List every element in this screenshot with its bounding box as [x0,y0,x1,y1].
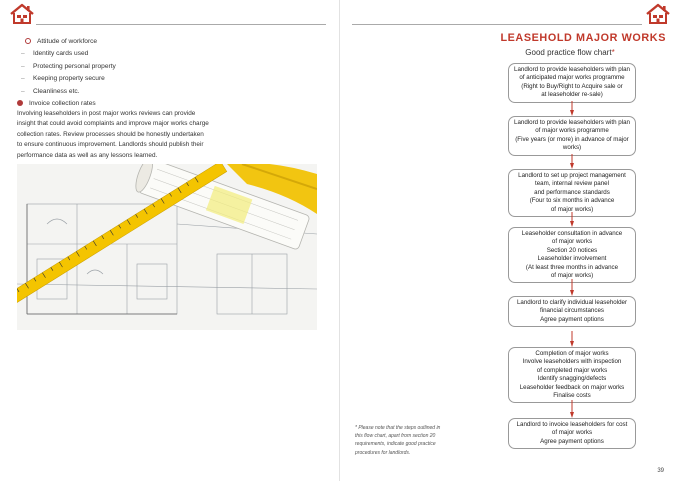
circle-bullet-icon [25,38,31,44]
page-title: LEASEHOLD MAJOR WORKS [500,32,666,44]
flow-arrow-icon [570,154,574,169]
dot-bullet-icon [17,100,23,106]
paragraph-line: Involving leaseholders in post major works reviews can provide [17,110,196,117]
flow-chart [340,0,680,481]
flow-step: Landlord to invoice leaseholders for cost of major works Agree payment options [508,418,636,449]
paragraph-line: collection rates. Review processes should be honestly undertaken [17,130,204,138]
flowchart-subtitle: Good practice flow chart* [525,48,615,57]
list-item: – Identity cards used [17,48,317,60]
list-item: – Protecting personal property [17,61,317,73]
flow-arrow-icon [570,400,574,418]
paragraph-line: performance data as well as any lessons learned. [17,151,158,159]
flow-step: Landlord to set up project management team, internal review panel and performance standards (Four to six months in advance of major works) [508,169,636,217]
list-item: – Keeping property secure [17,73,317,85]
flow-arrow-icon [570,279,574,296]
list-item: – Cleanliness etc. [17,86,317,98]
header-rule [36,24,326,25]
flow-step: Landlord to provide leaseholders with plan of anticipated major works programme (Right to Buy/Right to Acquire sale or at leaseholder re-sale) [508,63,636,103]
flow-arrow-icon [570,212,574,227]
flow-arrow-icon [570,101,574,116]
flow-step: Completion of major works Involve leaseholders with inspection of completed major works Identify snagging/defects Leaseholder feedback on major works Finalise costs [508,347,636,403]
list-bullet-item: Invoice collection rates [17,98,317,110]
flow-step: Landlord to provide leaseholders with plan of major works programme (Five years (or more) in advance of major works) [508,116,636,156]
page-number: 39 [657,468,664,474]
flow-arrow-icon [570,331,574,347]
list-heading: Attitude of workforce [17,36,317,48]
blueprint-photo [17,164,317,330]
workforce-list [17,36,317,110]
home-icon [9,3,35,25]
paragraph-line: to ensure continuous improvement. Landlords should publish their [17,141,204,149]
body-paragraph [17,109,317,161]
flow-step: Landlord to clarify individual leaseholder financial circumstances Agree payment options [508,296,636,327]
flow-step: Leaseholder consultation in advance of major works Section 20 notices Leaseholder involvement (At least three months in advance of major works) [508,227,636,283]
footnote: * Please note that the steps outlined in this flow chart, apart from section 20 requirements, indicate good practice procedures for landlords. [355,425,441,456]
paragraph-line: insight that could avoid complaints and improve major works charge [17,120,209,128]
